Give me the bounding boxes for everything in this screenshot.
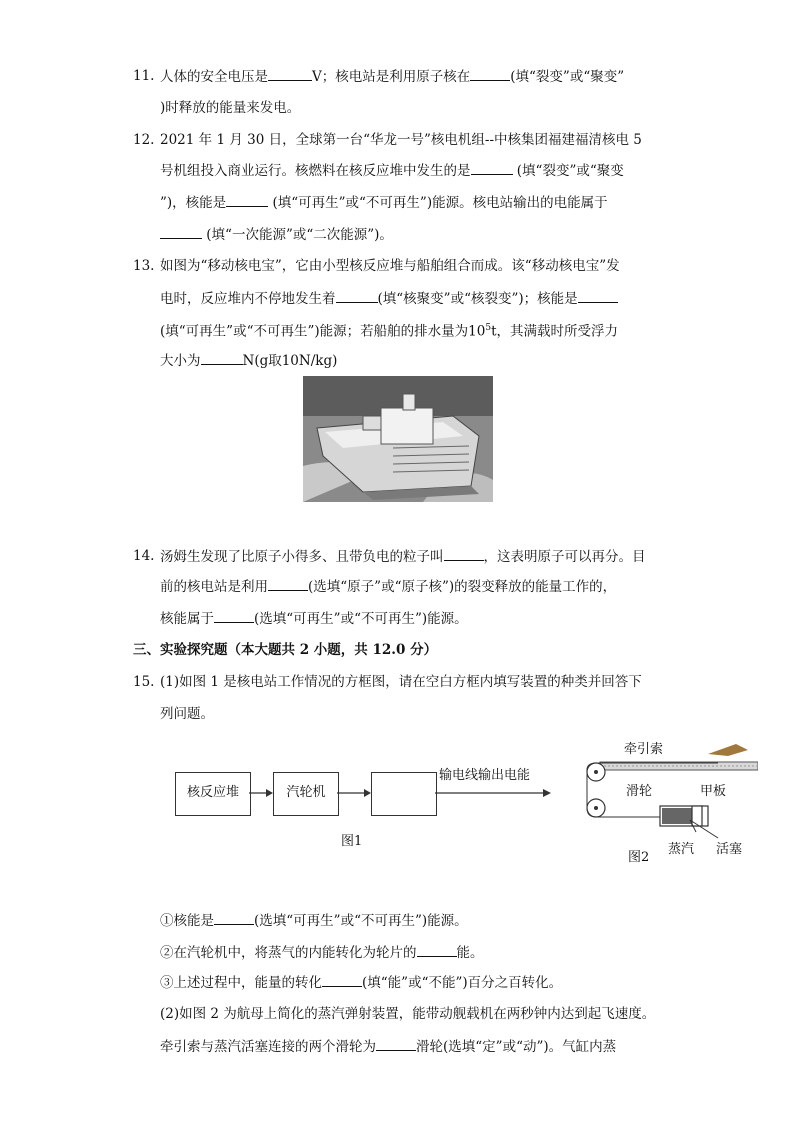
ship-illustration [303,376,493,502]
text: ③上述过程中，能量的转化 [160,975,322,991]
answer-blank[interactable] [376,1036,416,1051]
text: (填“可再生”或“不可再生”)能源；若船舶的排水量为10 [160,323,486,340]
text: ①核能是 [160,913,214,929]
question-number: 14. [133,548,155,564]
rope-label: 牵引索 [624,742,664,757]
q15-part-2-line-1: (2)如图 2 为航母上简化的蒸汽弹射装置，能带动舰载机在两秒钟内达到起飞速度。 [160,1006,656,1022]
section-heading: 三、实验探究题（本大题共 2 小题，共 12.0 分） [133,642,438,658]
question-13-line-2 [160,288,618,309]
answer-blank[interactable] [214,910,254,925]
answer-blank[interactable] [470,66,510,81]
text: (填“核聚变”或“核裂变”)；核能是 [377,291,578,307]
piston-label: 活塞 [716,842,743,857]
text: 人体的安全电压是 [160,69,268,85]
question-11-line-1 [160,66,624,87]
text: t，其满载时所受浮力 [491,323,618,340]
text: ②在汽轮机中，将蒸气的内能转化为轮片的 [160,945,417,961]
question-12-line-3 [160,192,608,213]
question-13-line-3 [160,318,618,342]
text: (填“裂变”或“聚变” [510,69,625,85]
text: V；核电站是利用原子核在 [312,69,471,85]
q15-sub-1 [160,910,468,931]
question-12-line-2 [160,160,624,181]
answer-blank[interactable] [214,608,254,623]
text: 大小为 [160,353,201,369]
answer-blank[interactable] [268,66,312,81]
question-15-line-2: 列问题。 [160,706,214,722]
text: 号机组投入商业运行。核燃料在核反应堆中发生的是 [160,163,471,179]
answer-blank[interactable] [417,942,457,957]
question-number: 15. [133,674,155,690]
question-13-line-4 [160,350,337,371]
text: (填“能”或“不能”)百分之百转化。 [362,975,563,991]
question-number: 13. [133,258,155,274]
text: (选填“可再生”或“不可再生”)能源。 [254,913,468,929]
text: (填“一次能源”或“二次能源”)。 [202,227,393,243]
question-14-line-1 [160,546,646,567]
text: (填“裂变”或“聚变 [512,163,624,179]
figure-1-block-diagram [155,742,555,862]
text: ”)，核能是 [160,195,227,211]
text: (选填“原子”或“原子核”)的裂变释放的能量工作的， [308,579,617,595]
question-11-line-2: )时释放的能量来发电。 [160,100,301,116]
text: 牵引索与蒸汽活塞连接的两个滑轮为 [160,1039,376,1055]
question-12-line-1: 2021 年 1 月 30 日，全球第一台“华龙一号”核电机组--中核集团福建福清核电 5 [160,132,642,148]
question-number: 12. [133,132,155,148]
q15-sub-2 [160,942,484,963]
question-14-line-2 [160,576,616,597]
pulley-label: 滑轮 [626,784,653,799]
q15-part-2-line-2 [160,1036,616,1057]
figure-1-caption: 图1 [341,834,363,849]
output-label: 输电线输出电能 [439,768,531,783]
text: 前的核电站是利用 [160,579,268,595]
text: N(g取10N/kg) [242,353,338,369]
q15-sub-3 [160,972,562,993]
text: 核能属于 [160,611,214,627]
text: (填“可再生”或“不可再生”)能源。核电站输出的电能属于 [268,195,608,211]
figure-2-steam-catapult [578,736,758,866]
question-13-line-1: 如图为“移动核电宝”，它由小型核反应堆与船舶组合而成。该“移动核电宝”发 [160,258,620,274]
answer-blank[interactable] [471,160,513,175]
answer-blank[interactable] [578,288,618,303]
text: 汤姆生发现了比原子小得多、且带负电的粒子叫 [160,549,444,565]
answer-blank[interactable] [226,192,268,207]
steam-label: 蒸汽 [668,842,695,857]
text: (选填“可再生”或“不可再生”)能源。 [254,611,468,627]
figure-2-caption: 图2 [628,850,650,865]
question-15-line-1: (1)如图 1 是核电站工作情况的方框图，请在空白方框内填写装置的种类并回答下 [160,674,642,690]
turbine-box: 汽轮机 [273,772,339,816]
answer-blank[interactable] [322,972,362,987]
answer-blank[interactable] [268,576,308,591]
text: 能。 [456,945,484,961]
answer-blank[interactable] [160,224,202,239]
question-14-line-3 [160,608,468,629]
reactor-box: 核反应堆 [175,772,251,816]
text: ，这表明原子可以再分。目 [483,549,646,565]
deck-label: 甲板 [700,784,727,799]
question-number: 11. [133,68,155,84]
question-12-line-4 [160,224,393,245]
exponent: 5 [485,323,492,333]
answer-blank[interactable] [444,546,484,561]
text: 电时，反应堆内不停地发生着 [160,291,336,307]
answer-blank[interactable] [336,288,378,303]
answer-blank[interactable] [201,350,243,365]
text: 滑轮(选填“定”或“动”)。气缸内蒸 [416,1039,617,1055]
nuclear-power-ship-photo [303,376,493,502]
